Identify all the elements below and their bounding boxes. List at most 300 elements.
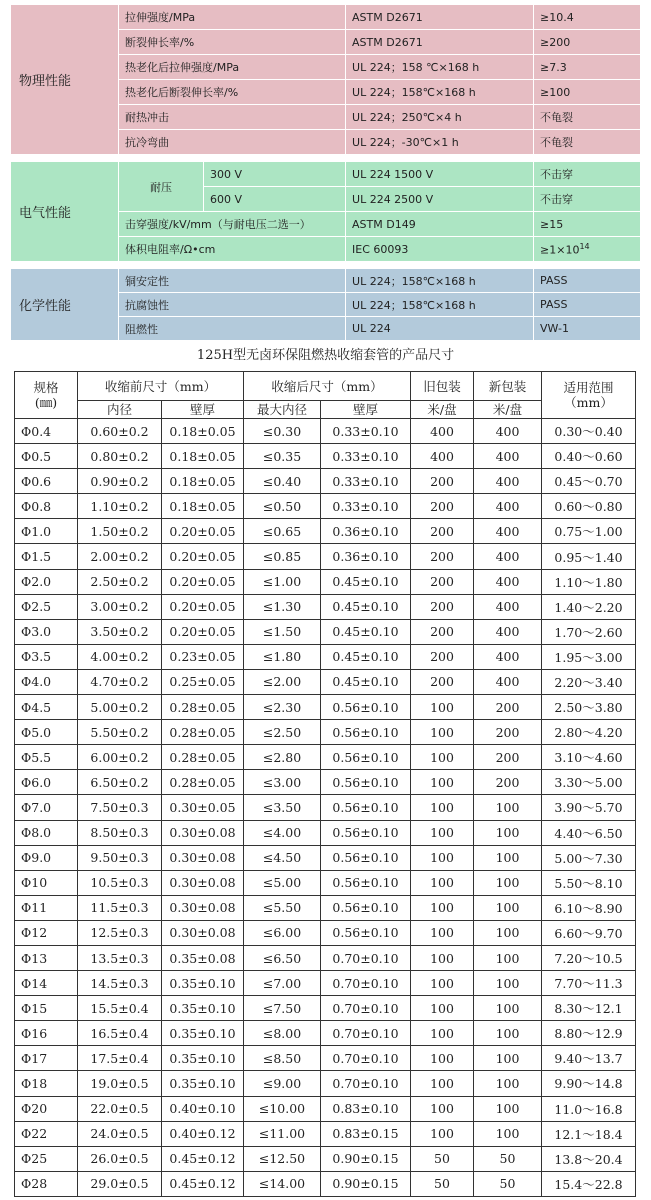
cell-inner: 10.5±0.3 bbox=[78, 870, 162, 895]
cell-max-inner: ≤4.00 bbox=[244, 820, 321, 845]
cell-inner: 6.50±0.2 bbox=[78, 770, 162, 795]
table-row bbox=[15, 770, 636, 795]
cell-after-wall: 0.33±0.10 bbox=[321, 419, 411, 444]
property-value: PASS bbox=[534, 269, 641, 293]
cell-after-wall: 0.33±0.10 bbox=[321, 469, 411, 494]
table-row bbox=[15, 419, 636, 444]
cell-old-pack: 400 bbox=[411, 444, 474, 469]
cell-wall: 0.18±0.05 bbox=[162, 469, 244, 494]
cell-old-pack: 100 bbox=[411, 1046, 474, 1071]
cell-inner: 3.50±0.2 bbox=[78, 619, 162, 644]
cell-range: 5.00～7.30 bbox=[542, 845, 636, 870]
cell-old-pack: 100 bbox=[411, 720, 474, 745]
property-item: 拉伸强度/MPa bbox=[119, 5, 346, 30]
header-new-pack: 新包装 bbox=[474, 372, 542, 401]
cell-max-inner: ≤5.50 bbox=[244, 895, 321, 920]
cell-inner: 17.5±0.4 bbox=[78, 1046, 162, 1071]
cell-new-pack: 100 bbox=[474, 1046, 542, 1071]
cell-spec: Φ7.0 bbox=[15, 795, 78, 820]
property-item: 抗冷弯曲 bbox=[119, 130, 346, 155]
cell-old-pack: 200 bbox=[411, 644, 474, 669]
cell-old-pack: 100 bbox=[411, 745, 474, 770]
cell-old-pack: 100 bbox=[411, 945, 474, 970]
cell-inner: 19.0±0.5 bbox=[78, 1071, 162, 1096]
cell-after-wall: 0.45±0.10 bbox=[321, 644, 411, 669]
cell-new-pack: 100 bbox=[474, 795, 542, 820]
cell-wall: 0.28±0.05 bbox=[162, 695, 244, 720]
cell-spec: Φ12 bbox=[15, 920, 78, 945]
cell-range: 12.1～18.4 bbox=[542, 1121, 636, 1146]
cell-spec: Φ0.8 bbox=[15, 494, 78, 519]
cell-inner: 5.50±0.2 bbox=[78, 720, 162, 745]
property-item: 击穿强度/kV/mm（与耐电压二选一） bbox=[119, 212, 346, 237]
cell-inner: 4.70±0.2 bbox=[78, 669, 162, 694]
cell-range: 3.30～5.00 bbox=[542, 770, 636, 795]
cell-wall: 0.23±0.05 bbox=[162, 644, 244, 669]
cell-new-pack: 400 bbox=[474, 494, 542, 519]
table-row bbox=[15, 1121, 636, 1146]
cell-wall: 0.28±0.05 bbox=[162, 770, 244, 795]
withstand-label: 耐压 bbox=[119, 162, 204, 212]
cell-old-pack: 50 bbox=[411, 1171, 474, 1196]
header-max-inner: 最大内径 bbox=[244, 401, 321, 419]
cell-after-wall: 0.33±0.10 bbox=[321, 494, 411, 519]
cell-old-pack: 200 bbox=[411, 594, 474, 619]
property-value bbox=[534, 237, 641, 262]
header-range-unit: （mm） bbox=[564, 395, 613, 410]
cell-old-pack: 100 bbox=[411, 695, 474, 720]
table-row bbox=[15, 669, 636, 694]
property-item: 阻燃性 bbox=[119, 317, 346, 341]
cell-inner: 16.5±0.4 bbox=[78, 1021, 162, 1046]
cell-spec: Φ28 bbox=[15, 1171, 78, 1196]
cell-old-pack: 200 bbox=[411, 619, 474, 644]
properties-table bbox=[10, 4, 641, 341]
property-value: PASS bbox=[534, 293, 641, 317]
table-row bbox=[15, 494, 636, 519]
cell-max-inner: ≤9.00 bbox=[244, 1071, 321, 1096]
header-spec bbox=[15, 372, 78, 419]
cell-new-pack: 400 bbox=[474, 519, 542, 544]
cell-inner: 26.0±0.5 bbox=[78, 1146, 162, 1171]
cell-after-wall: 0.56±0.10 bbox=[321, 745, 411, 770]
cell-spec: Φ1.0 bbox=[15, 519, 78, 544]
table-row bbox=[15, 870, 636, 895]
withstand-voltage: 600 V bbox=[204, 187, 346, 212]
header-after-wall: 壁厚 bbox=[321, 401, 411, 419]
cell-max-inner: ≤1.30 bbox=[244, 594, 321, 619]
property-value: 不击穿 bbox=[534, 187, 641, 212]
cell-new-pack: 400 bbox=[474, 594, 542, 619]
cell-new-pack: 100 bbox=[474, 1021, 542, 1046]
size-table-title: 125H型无卤环保阻燃热收缩套管的产品尺寸 bbox=[196, 348, 455, 363]
cell-max-inner: ≤6.50 bbox=[244, 945, 321, 970]
test-method: UL 224；158℃×168 h bbox=[346, 80, 534, 105]
cell-max-inner: ≤11.00 bbox=[244, 1121, 321, 1146]
property-value: ≥10.4 bbox=[534, 5, 641, 30]
cell-max-inner: ≤3.00 bbox=[244, 770, 321, 795]
test-method: UL 224；158℃×168 h bbox=[346, 293, 534, 317]
cell-inner: 24.0±0.5 bbox=[78, 1121, 162, 1146]
cell-old-pack: 100 bbox=[411, 795, 474, 820]
cell-new-pack: 100 bbox=[474, 945, 542, 970]
cell-max-inner: ≤10.00 bbox=[244, 1096, 321, 1121]
cell-inner: 4.00±0.2 bbox=[78, 644, 162, 669]
table-row bbox=[15, 745, 636, 770]
cell-range: 0.40～0.60 bbox=[542, 444, 636, 469]
cell-range: 2.20～3.40 bbox=[542, 669, 636, 694]
cell-range: 5.50～8.10 bbox=[542, 870, 636, 895]
header-old-pack: 旧包装 bbox=[411, 372, 474, 401]
cell-new-pack: 400 bbox=[474, 669, 542, 694]
header-before: 收缩前尺寸（mm） bbox=[78, 372, 244, 401]
cell-after-wall: 0.36±0.10 bbox=[321, 544, 411, 569]
cell-new-pack: 100 bbox=[474, 820, 542, 845]
property-value: 不击穿 bbox=[534, 162, 641, 187]
cell-wall: 0.20±0.05 bbox=[162, 594, 244, 619]
table-row bbox=[15, 820, 636, 845]
category-chemical: 化学性能 bbox=[11, 269, 119, 341]
cell-spec: Φ5.0 bbox=[15, 720, 78, 745]
table-row bbox=[15, 544, 636, 569]
cell-after-wall: 0.56±0.10 bbox=[321, 895, 411, 920]
cell-old-pack: 100 bbox=[411, 895, 474, 920]
cell-max-inner: ≤0.65 bbox=[244, 519, 321, 544]
cell-wall: 0.20±0.05 bbox=[162, 544, 244, 569]
cell-max-inner: ≤6.00 bbox=[244, 920, 321, 945]
cell-spec: Φ11 bbox=[15, 895, 78, 920]
cell-old-pack: 100 bbox=[411, 1021, 474, 1046]
cell-old-pack: 200 bbox=[411, 544, 474, 569]
cell-after-wall: 0.56±0.10 bbox=[321, 720, 411, 745]
cell-new-pack: 100 bbox=[474, 845, 542, 870]
cell-range: 6.60～9.70 bbox=[542, 920, 636, 945]
cell-spec: Φ3.0 bbox=[15, 619, 78, 644]
cell-range: 0.30～0.40 bbox=[542, 419, 636, 444]
cell-inner: 15.5±0.4 bbox=[78, 996, 162, 1021]
cell-wall: 0.20±0.05 bbox=[162, 519, 244, 544]
test-method: UL 224 2500 V bbox=[346, 187, 534, 212]
cell-old-pack: 100 bbox=[411, 770, 474, 795]
cell-max-inner: ≤0.30 bbox=[244, 419, 321, 444]
cell-range: 0.95～1.40 bbox=[542, 544, 636, 569]
cell-after-wall: 0.45±0.10 bbox=[321, 594, 411, 619]
header-spec-unit: (㎜) bbox=[34, 395, 58, 410]
table-row bbox=[15, 1096, 636, 1121]
cell-new-pack: 100 bbox=[474, 920, 542, 945]
cell-new-pack: 400 bbox=[474, 444, 542, 469]
property-item: 体积电阻率/Ω•cm bbox=[119, 237, 346, 262]
cell-max-inner: ≤0.50 bbox=[244, 494, 321, 519]
cell-inner: 11.5±0.3 bbox=[78, 895, 162, 920]
cell-new-pack: 400 bbox=[474, 544, 542, 569]
cell-new-pack: 400 bbox=[474, 619, 542, 644]
cell-inner: 5.00±0.2 bbox=[78, 695, 162, 720]
cell-max-inner: ≤12.50 bbox=[244, 1146, 321, 1171]
cell-range: 3.10～4.60 bbox=[542, 745, 636, 770]
cell-wall: 0.35±0.10 bbox=[162, 1071, 244, 1096]
cell-range: 6.10～8.90 bbox=[542, 895, 636, 920]
property-item: 铜安定性 bbox=[119, 269, 346, 293]
header-old-unit: 米/盘 bbox=[411, 401, 474, 419]
cell-range: 7.70～11.3 bbox=[542, 971, 636, 996]
cell-old-pack: 100 bbox=[411, 845, 474, 870]
cell-after-wall: 0.56±0.10 bbox=[321, 695, 411, 720]
cell-range: 2.80～4.20 bbox=[542, 720, 636, 745]
test-method: IEC 60093 bbox=[346, 237, 534, 262]
table-row bbox=[15, 895, 636, 920]
cell-new-pack: 100 bbox=[474, 996, 542, 1021]
category-physical: 物理性能 bbox=[11, 5, 119, 155]
cell-after-wall: 0.70±0.10 bbox=[321, 1071, 411, 1096]
test-method: UL 224；158℃×168 h bbox=[346, 269, 534, 293]
cell-after-wall: 0.45±0.10 bbox=[321, 669, 411, 694]
cell-old-pack: 100 bbox=[411, 1071, 474, 1096]
cell-inner: 3.00±0.2 bbox=[78, 594, 162, 619]
cell-spec: Φ6.0 bbox=[15, 770, 78, 795]
cell-old-pack: 50 bbox=[411, 1146, 474, 1171]
cell-new-pack: 200 bbox=[474, 695, 542, 720]
cell-range: 1.40～2.20 bbox=[542, 594, 636, 619]
cell-wall: 0.45±0.12 bbox=[162, 1171, 244, 1196]
cell-inner: 9.50±0.3 bbox=[78, 845, 162, 870]
cell-max-inner: ≤4.50 bbox=[244, 845, 321, 870]
cell-spec: Φ4.0 bbox=[15, 669, 78, 694]
table-row bbox=[15, 945, 636, 970]
test-method: UL 224；-30℃×1 h bbox=[346, 130, 534, 155]
cell-wall: 0.18±0.05 bbox=[162, 419, 244, 444]
table-row bbox=[15, 971, 636, 996]
cell-wall: 0.30±0.08 bbox=[162, 870, 244, 895]
cell-range: 1.70～2.60 bbox=[542, 619, 636, 644]
cell-after-wall: 0.56±0.10 bbox=[321, 820, 411, 845]
cell-after-wall: 0.36±0.10 bbox=[321, 519, 411, 544]
cell-after-wall: 0.56±0.10 bbox=[321, 920, 411, 945]
cell-new-pack: 400 bbox=[474, 569, 542, 594]
table-row bbox=[15, 444, 636, 469]
table-row bbox=[15, 644, 636, 669]
cell-range: 8.80～12.9 bbox=[542, 1021, 636, 1046]
size-table-body bbox=[15, 419, 636, 1197]
header-spec-label: 规格 bbox=[33, 380, 59, 395]
cell-old-pack: 100 bbox=[411, 971, 474, 996]
cell-max-inner: ≤7.50 bbox=[244, 996, 321, 1021]
cell-after-wall: 0.83±0.10 bbox=[321, 1096, 411, 1121]
cell-max-inner: ≤0.35 bbox=[244, 444, 321, 469]
table-row bbox=[15, 469, 636, 494]
cell-range: 2.50～3.80 bbox=[542, 695, 636, 720]
property-item: 耐热冲击 bbox=[119, 105, 346, 130]
cell-max-inner: ≤8.50 bbox=[244, 1046, 321, 1071]
size-table bbox=[14, 371, 636, 1197]
cell-wall: 0.30±0.08 bbox=[162, 920, 244, 945]
cell-inner: 0.80±0.2 bbox=[78, 444, 162, 469]
property-item: 抗腐蚀性 bbox=[119, 293, 346, 317]
value-exponent: 14 bbox=[579, 241, 590, 251]
cell-after-wall: 0.56±0.10 bbox=[321, 770, 411, 795]
cell-new-pack: 400 bbox=[474, 644, 542, 669]
cell-range: 9.40～13.7 bbox=[542, 1046, 636, 1071]
cell-new-pack: 400 bbox=[474, 469, 542, 494]
cell-new-pack: 200 bbox=[474, 770, 542, 795]
property-item: 热老化后拉伸强度/MPa bbox=[119, 55, 346, 80]
cell-old-pack: 200 bbox=[411, 494, 474, 519]
cell-wall: 0.30±0.05 bbox=[162, 795, 244, 820]
property-value: 不龟裂 bbox=[534, 105, 641, 130]
table-row bbox=[15, 1021, 636, 1046]
cell-old-pack: 400 bbox=[411, 419, 474, 444]
cell-spec: Φ17 bbox=[15, 1046, 78, 1071]
property-value: ≥15 bbox=[534, 212, 641, 237]
value-base: ≥1×10 bbox=[540, 243, 580, 257]
cell-spec: Φ13 bbox=[15, 945, 78, 970]
cell-wall: 0.20±0.05 bbox=[162, 619, 244, 644]
table-row bbox=[15, 1146, 636, 1171]
table-row bbox=[15, 594, 636, 619]
cell-spec: Φ10 bbox=[15, 870, 78, 895]
cell-wall: 0.30±0.08 bbox=[162, 820, 244, 845]
test-method: ASTM D2671 bbox=[346, 5, 534, 30]
cell-after-wall: 0.70±0.10 bbox=[321, 971, 411, 996]
cell-old-pack: 200 bbox=[411, 519, 474, 544]
chemical-row bbox=[11, 269, 641, 293]
cell-wall: 0.40±0.12 bbox=[162, 1121, 244, 1146]
cell-spec: Φ2.5 bbox=[15, 594, 78, 619]
cell-max-inner: ≤2.50 bbox=[244, 720, 321, 745]
cell-wall: 0.28±0.05 bbox=[162, 745, 244, 770]
cell-wall: 0.25±0.05 bbox=[162, 669, 244, 694]
table-row bbox=[15, 619, 636, 644]
cell-new-pack: 100 bbox=[474, 895, 542, 920]
cell-inner: 2.00±0.2 bbox=[78, 544, 162, 569]
cell-wall: 0.35±0.10 bbox=[162, 971, 244, 996]
test-method: ASTM D2671 bbox=[346, 30, 534, 55]
test-method: UL 224 1500 V bbox=[346, 162, 534, 187]
cell-old-pack: 100 bbox=[411, 820, 474, 845]
cell-max-inner: ≤1.80 bbox=[244, 644, 321, 669]
cell-range: 0.75～1.00 bbox=[542, 519, 636, 544]
cell-spec: Φ8.0 bbox=[15, 820, 78, 845]
withstand-voltage: 300 V bbox=[204, 162, 346, 187]
cell-old-pack: 200 bbox=[411, 469, 474, 494]
cell-after-wall: 0.56±0.10 bbox=[321, 870, 411, 895]
cell-inner: 0.60±0.2 bbox=[78, 419, 162, 444]
cell-spec: Φ22 bbox=[15, 1121, 78, 1146]
cell-wall: 0.30±0.08 bbox=[162, 845, 244, 870]
cell-new-pack: 200 bbox=[474, 720, 542, 745]
cell-inner: 22.0±0.5 bbox=[78, 1096, 162, 1121]
cell-spec: Φ2.0 bbox=[15, 569, 78, 594]
cell-inner: 14.5±0.3 bbox=[78, 971, 162, 996]
cell-after-wall: 0.45±0.10 bbox=[321, 569, 411, 594]
cell-max-inner: ≤1.50 bbox=[244, 619, 321, 644]
cell-max-inner: ≤2.80 bbox=[244, 745, 321, 770]
cell-spec: Φ14 bbox=[15, 971, 78, 996]
cell-range: 1.95～3.00 bbox=[542, 644, 636, 669]
cell-new-pack: 100 bbox=[474, 1071, 542, 1096]
cell-max-inner: ≤3.50 bbox=[244, 795, 321, 820]
cell-after-wall: 0.70±0.10 bbox=[321, 996, 411, 1021]
cell-spec: Φ9.0 bbox=[15, 845, 78, 870]
table-row bbox=[15, 845, 636, 870]
cell-old-pack: 100 bbox=[411, 870, 474, 895]
cell-range: 0.60～0.80 bbox=[542, 494, 636, 519]
cell-after-wall: 0.70±0.10 bbox=[321, 1021, 411, 1046]
cell-old-pack: 200 bbox=[411, 569, 474, 594]
table-row bbox=[15, 920, 636, 945]
table-row bbox=[15, 569, 636, 594]
cell-wall: 0.35±0.10 bbox=[162, 1046, 244, 1071]
table-row bbox=[15, 1171, 636, 1196]
cell-spec: Φ16 bbox=[15, 1021, 78, 1046]
cell-max-inner: ≤8.00 bbox=[244, 1021, 321, 1046]
cell-max-inner: ≤14.00 bbox=[244, 1171, 321, 1196]
cell-after-wall: 0.45±0.10 bbox=[321, 619, 411, 644]
cell-max-inner: ≤0.85 bbox=[244, 544, 321, 569]
table-row bbox=[15, 519, 636, 544]
header-after: 收缩后尺寸（mm） bbox=[244, 372, 411, 401]
cell-inner: 8.50±0.3 bbox=[78, 820, 162, 845]
cell-range: 4.40～6.50 bbox=[542, 820, 636, 845]
test-method: UL 224 bbox=[346, 317, 534, 341]
cell-spec: Φ0.6 bbox=[15, 469, 78, 494]
cell-spec: Φ15 bbox=[15, 996, 78, 1021]
cell-max-inner: ≤2.00 bbox=[244, 669, 321, 694]
cell-after-wall: 0.90±0.15 bbox=[321, 1146, 411, 1171]
cell-old-pack: 100 bbox=[411, 1121, 474, 1146]
test-method: UL 224；250℃×4 h bbox=[346, 105, 534, 130]
cell-after-wall: 0.56±0.10 bbox=[321, 795, 411, 820]
cell-new-pack: 50 bbox=[474, 1146, 542, 1171]
cell-max-inner: ≤0.40 bbox=[244, 469, 321, 494]
property-item: 热老化后断裂伸长率/% bbox=[119, 80, 346, 105]
header-row bbox=[15, 372, 636, 401]
cell-range: 11.0～16.8 bbox=[542, 1096, 636, 1121]
cell-old-pack: 200 bbox=[411, 669, 474, 694]
cell-inner: 7.50±0.3 bbox=[78, 795, 162, 820]
cell-after-wall: 0.83±0.15 bbox=[321, 1121, 411, 1146]
cell-max-inner: ≤2.30 bbox=[244, 695, 321, 720]
cell-inner: 1.10±0.2 bbox=[78, 494, 162, 519]
cell-new-pack: 100 bbox=[474, 1096, 542, 1121]
header-range bbox=[542, 372, 636, 419]
electrical-row bbox=[11, 162, 641, 187]
cell-old-pack: 100 bbox=[411, 920, 474, 945]
cell-after-wall: 0.70±0.10 bbox=[321, 1046, 411, 1071]
header-range-label: 适用范围 bbox=[563, 380, 614, 395]
cell-max-inner: ≤5.00 bbox=[244, 870, 321, 895]
cell-spec: Φ20 bbox=[15, 1096, 78, 1121]
cell-new-pack: 200 bbox=[474, 745, 542, 770]
cell-range: 15.4～22.8 bbox=[542, 1171, 636, 1196]
cell-new-pack: 50 bbox=[474, 1171, 542, 1196]
cell-old-pack: 100 bbox=[411, 996, 474, 1021]
cell-after-wall: 0.56±0.10 bbox=[321, 845, 411, 870]
property-item: 断裂伸长率/% bbox=[119, 30, 346, 55]
cell-wall: 0.35±0.10 bbox=[162, 996, 244, 1021]
cell-new-pack: 100 bbox=[474, 1121, 542, 1146]
cell-range: 7.20～10.5 bbox=[542, 945, 636, 970]
table-row bbox=[15, 795, 636, 820]
test-method: ASTM D149 bbox=[346, 212, 534, 237]
cell-spec: Φ3.5 bbox=[15, 644, 78, 669]
cell-wall: 0.40±0.10 bbox=[162, 1096, 244, 1121]
cell-wall: 0.45±0.12 bbox=[162, 1146, 244, 1171]
cell-spec: Φ4.5 bbox=[15, 695, 78, 720]
table-row bbox=[15, 720, 636, 745]
cell-spec: Φ0.5 bbox=[15, 444, 78, 469]
cell-spec: Φ5.5 bbox=[15, 745, 78, 770]
